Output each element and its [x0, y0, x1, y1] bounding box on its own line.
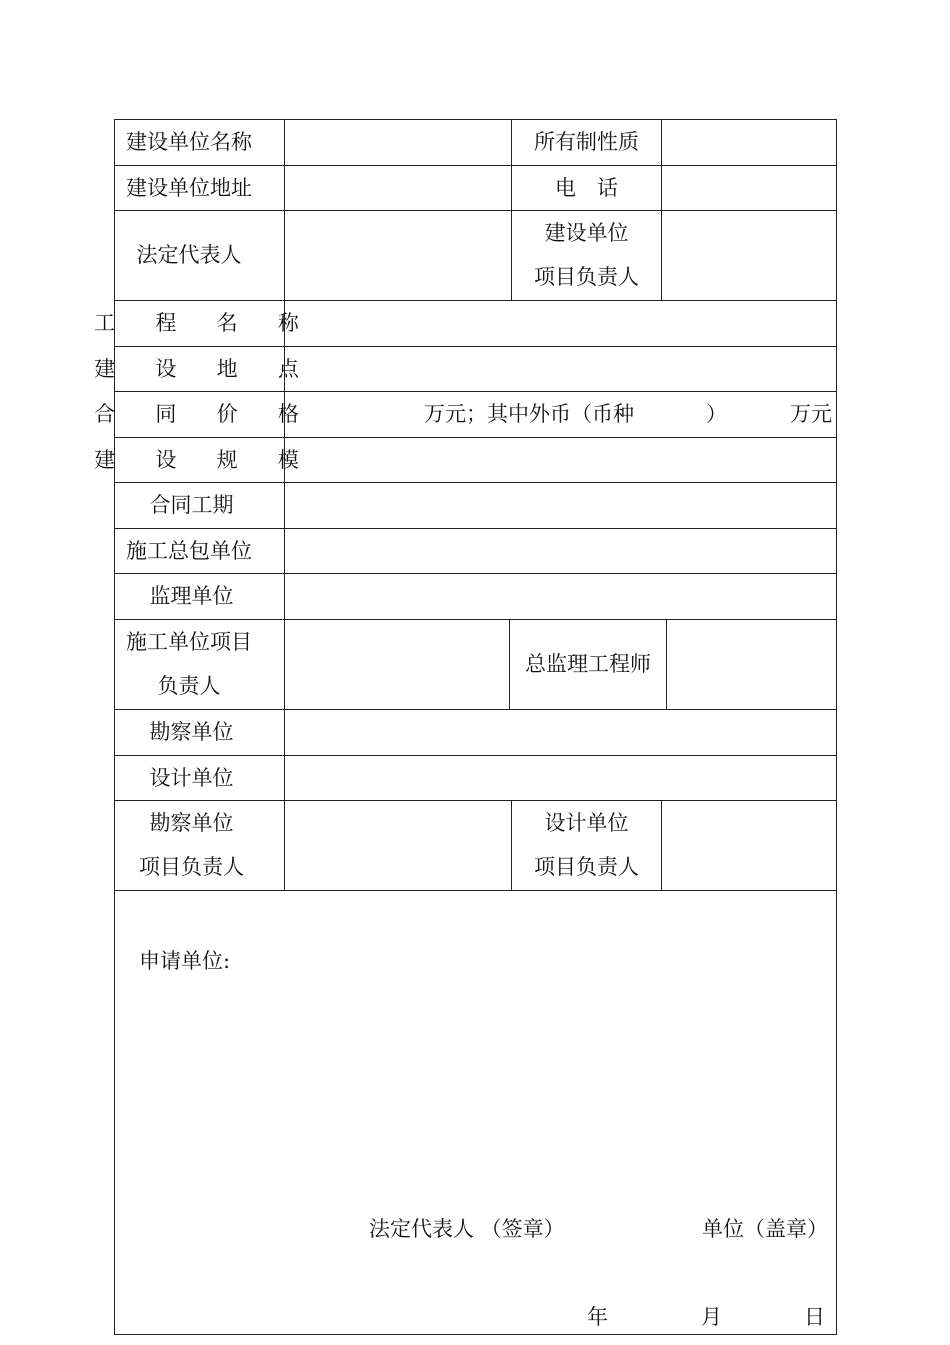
scale-field[interactable]	[285, 438, 836, 482]
legal-representative-field[interactable]	[285, 211, 511, 300]
general-contractor-field[interactable]	[285, 529, 836, 573]
survey-project-manager-field[interactable]	[285, 801, 511, 890]
supervisor-unit-label: 监理单位	[149, 584, 234, 608]
project-name-field[interactable]	[285, 301, 836, 346]
design-project-manager-line2: 项目负责人	[534, 855, 639, 879]
owner-project-manager-label	[512, 210, 661, 300]
unit-seal-label: 单位（盖章）	[702, 1217, 828, 1241]
contractor-project-manager-field[interactable]	[285, 620, 509, 709]
phone-label: 电 话	[555, 175, 618, 200]
month-label: 月	[701, 1305, 722, 1329]
legal-representative-label: 法定代表人	[136, 243, 242, 267]
table-border-bottom	[114, 1334, 837, 1335]
currency-type-field[interactable]	[654, 392, 709, 437]
survey-project-manager-line1: 勘察单位	[149, 811, 234, 835]
contract-price-field[interactable]	[285, 392, 425, 437]
general-contractor-label: 施工总包单位	[126, 538, 252, 563]
owner-name-field[interactable]	[285, 120, 511, 165]
chief-supervisor-field[interactable]	[667, 620, 836, 709]
price-unit-main: 万元；其中外币（币种	[424, 402, 634, 426]
table-border-right	[836, 119, 837, 1335]
year-label: 年	[587, 1305, 608, 1329]
project-name-label	[94, 300, 316, 346]
project-name-text: 工 程 名 称	[94, 311, 316, 335]
owner-name-label: 建设单位名称	[126, 130, 252, 154]
owner-project-manager-field[interactable]	[662, 211, 836, 300]
applicant-label: 申请单位:	[139, 949, 231, 973]
owner-address-field[interactable]	[285, 166, 511, 210]
ownership-type-field[interactable]	[662, 120, 836, 165]
site-label	[94, 346, 316, 391]
phone-field[interactable]	[662, 166, 836, 210]
contract-price-label	[94, 391, 316, 437]
legal-representative-signature-label: 法定代表人 （签章）	[369, 1217, 565, 1241]
survey-unit-label: 勘察单位	[149, 720, 234, 744]
design-unit-label: 设计单位	[149, 765, 234, 790]
price-unit-foreign: 万元	[790, 402, 832, 426]
contractor-project-manager-line1: 施工单位项目	[126, 630, 252, 654]
chief-supervisor-label: 总监理工程师	[525, 652, 651, 676]
contract-price-text: 合 同 价 格	[94, 402, 316, 426]
survey-project-manager-line2: 项目负责人	[139, 855, 244, 879]
contract-period-label: 合同工期	[149, 493, 234, 517]
owner-project-manager-line2: 项目负责人	[534, 265, 639, 289]
survey-project-manager-label	[114, 800, 269, 890]
owner-project-manager-line1: 建设单位	[544, 221, 629, 245]
site-text: 建 设 地 点	[94, 356, 316, 381]
scale-text: 建 设 规 模	[94, 447, 316, 472]
scale-label	[94, 437, 316, 482]
contractor-project-manager-line2: 负责人	[157, 674, 221, 698]
contract-period-field[interactable]	[285, 483, 836, 528]
survey-unit-field[interactable]	[285, 710, 836, 755]
supervisor-unit-field[interactable]	[285, 574, 836, 619]
design-project-manager-label	[512, 800, 661, 890]
owner-address-label: 建设单位地址	[126, 175, 252, 200]
design-project-manager-line1: 设计单位	[544, 811, 629, 835]
design-unit-field[interactable]	[285, 756, 836, 800]
day-label: 日	[804, 1305, 825, 1329]
contractor-project-manager-label	[114, 619, 264, 709]
price-paren-close: ）	[706, 402, 727, 426]
ownership-type-label: 所有制性质	[534, 130, 639, 154]
site-field[interactable]	[285, 347, 836, 391]
design-project-manager-field[interactable]	[662, 801, 836, 890]
application-form-table	[94, 119, 837, 1335]
